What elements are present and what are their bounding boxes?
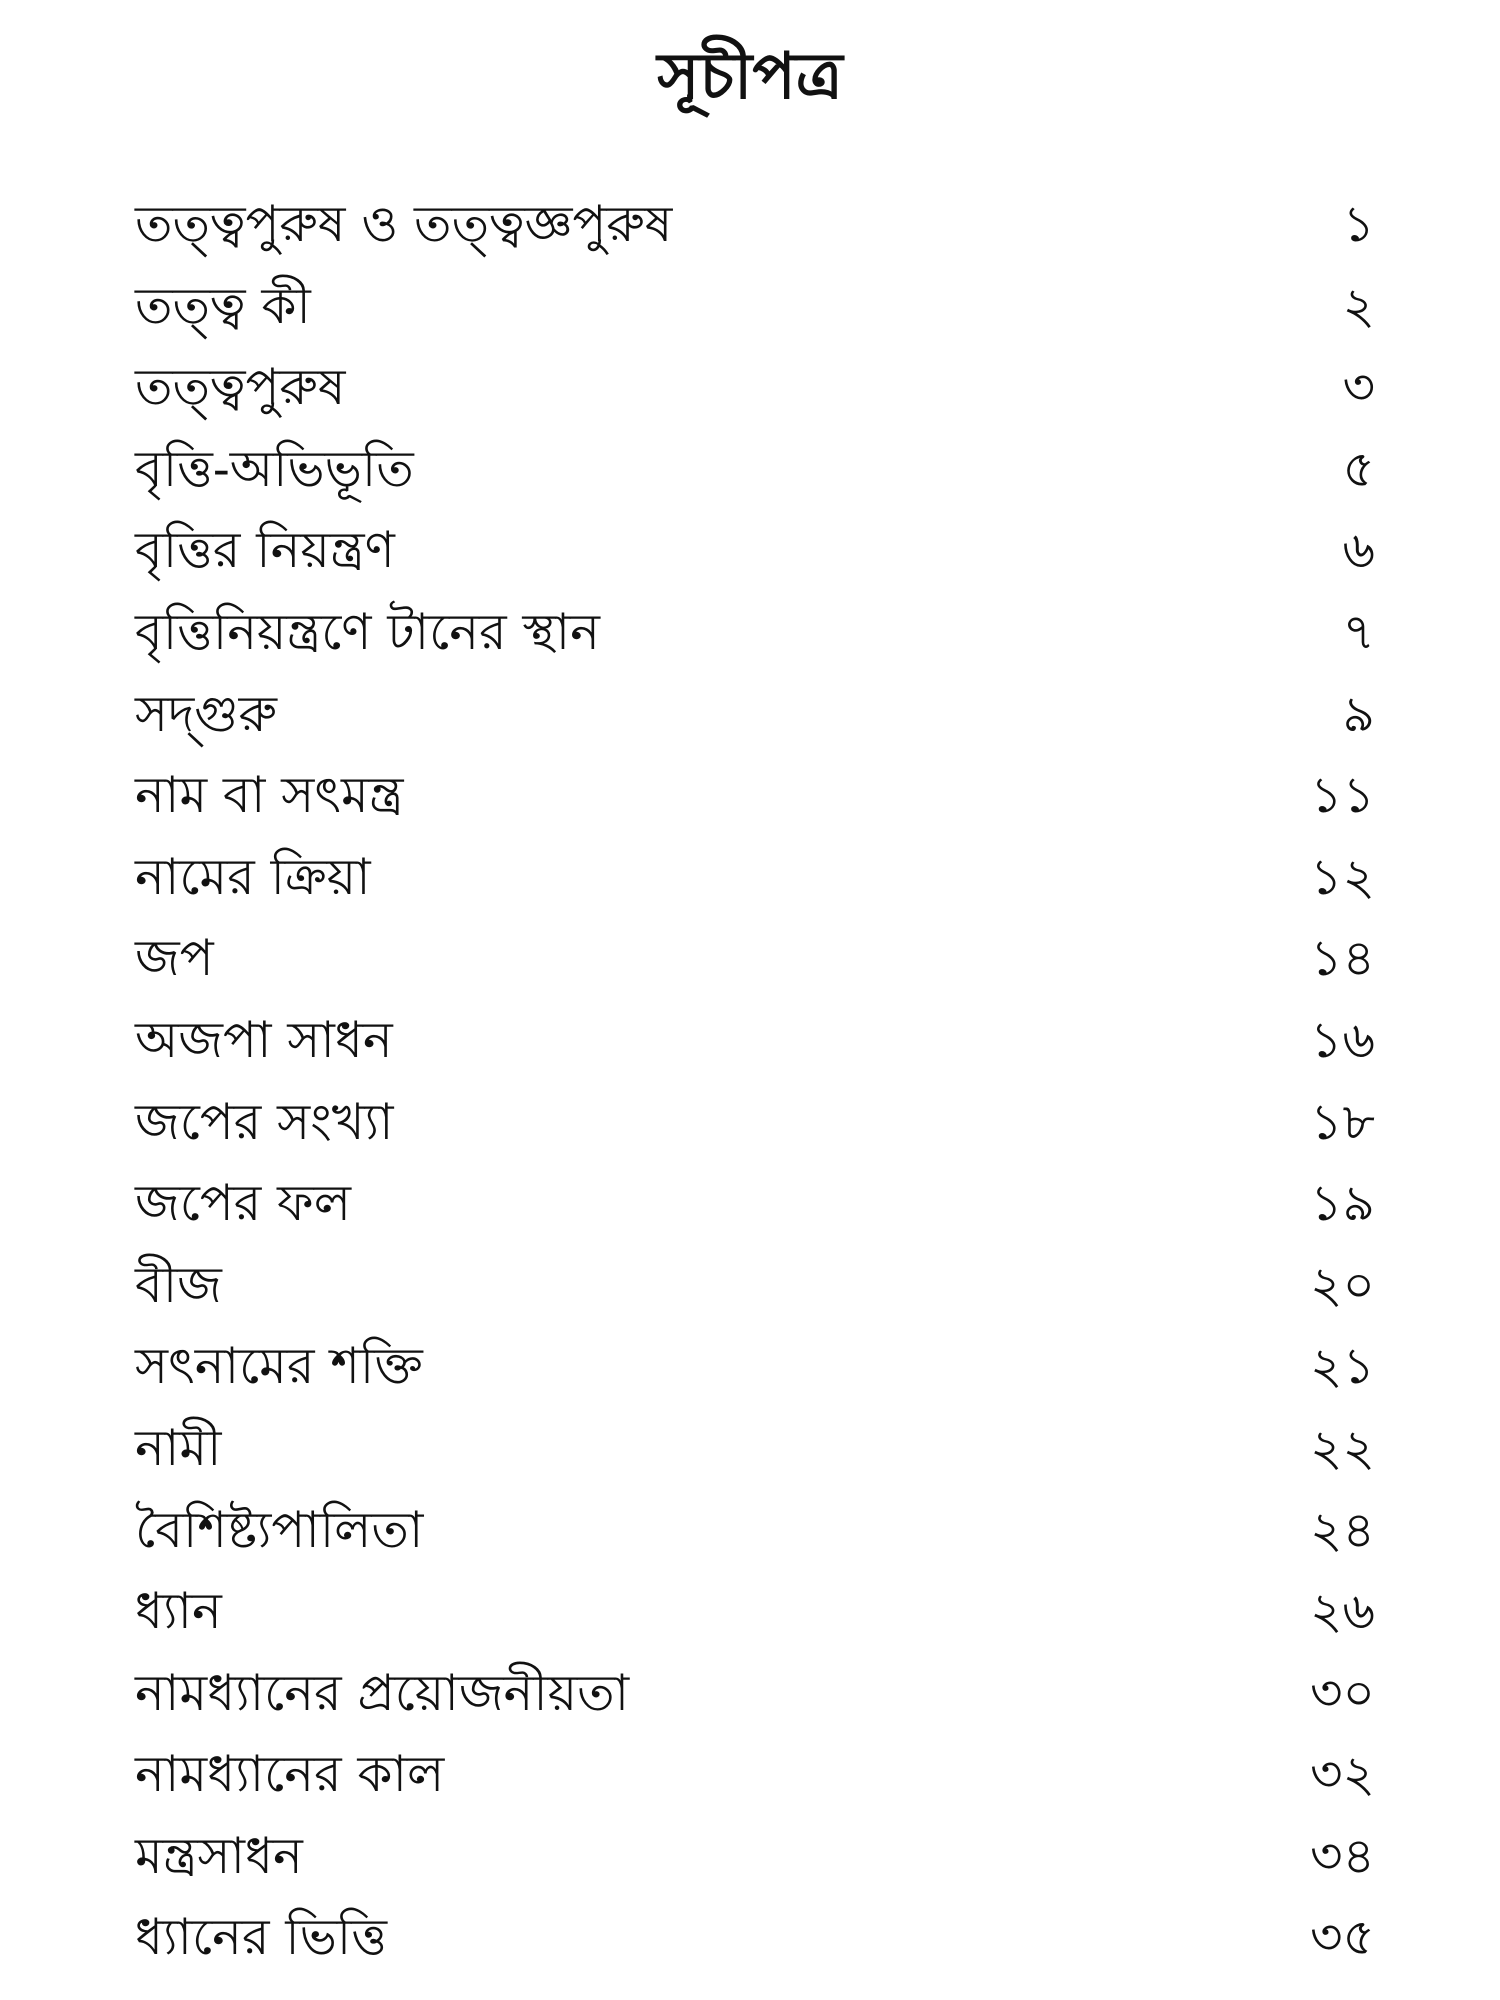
toc-entry [135, 1326, 1375, 1408]
toc-entry [135, 1897, 1375, 1979]
toc-page-number: ১৮ [1310, 1092, 1375, 1151]
toc-entry [135, 1082, 1375, 1164]
toc-page-number: ২২ [1309, 1418, 1375, 1477]
toc-entry [135, 1816, 1375, 1898]
toc-entry-title: বৈশিষ্ট্যপালিতা [135, 1500, 424, 1559]
toc-page-number: ১৬ [1310, 1010, 1375, 1069]
toc-entry-title: জপের সংখ্যা [135, 1092, 394, 1151]
toc-entry-title: ধ্যান [135, 1582, 222, 1641]
toc-entry-title: তত্ত্ব কী [135, 276, 311, 335]
toc-page-number: ৩৫ [1310, 1908, 1375, 1967]
toc-page-number: ৩ [1342, 358, 1375, 417]
toc-entry [135, 1734, 1375, 1816]
toc-entry-title: নামের ক্রিয়া [135, 847, 371, 906]
table-of-contents [135, 184, 1375, 1979]
toc-entry [135, 266, 1375, 348]
toc-entry [135, 1245, 1375, 1327]
toc-entry-title: বৃত্তিনিয়ন্ত্রণে টানের স্থান [135, 602, 600, 661]
toc-entry-title: বৃত্তি-অভিভূতি [135, 439, 414, 498]
toc-entry [135, 592, 1375, 674]
toc-page-number: ১২ [1310, 847, 1375, 906]
toc-page-number: ৩০ [1309, 1663, 1375, 1722]
toc-entry-title: সদ্‌গুরু [135, 684, 278, 743]
toc-entry [135, 1490, 1375, 1572]
toc-page-number: ২১ [1310, 1337, 1375, 1396]
toc-entry [135, 1163, 1375, 1245]
toc-page-number: ২৬ [1309, 1582, 1375, 1641]
toc-page-number: ১৯ [1310, 1174, 1375, 1233]
toc-entry-title: নামী [135, 1418, 222, 1477]
toc-entry-title: সৎনামের শক্তি [135, 1337, 423, 1396]
toc-entry-title: জপ [135, 929, 214, 988]
toc-entry [135, 1653, 1375, 1735]
toc-entry-title: তত্ত্বপুরুষ [135, 358, 346, 417]
toc-entry-title: নামধ্যানের প্রয়োজনীয়তা [135, 1663, 630, 1722]
toc-entry [135, 837, 1375, 919]
toc-page-number: ৬ [1342, 521, 1375, 580]
toc-entry [135, 918, 1375, 1000]
toc-page-number: ৭ [1342, 602, 1375, 661]
toc-entry [135, 1571, 1375, 1653]
toc-entry [135, 184, 1375, 266]
toc-page-number: ৩২ [1309, 1745, 1375, 1804]
toc-page-number: ৫ [1342, 439, 1375, 498]
toc-entry-title: বৃত্তির নিয়ন্ত্রণ [135, 521, 395, 580]
toc-page-number: ২০ [1309, 1255, 1375, 1314]
page-title: সূচীপত্র [657, 39, 843, 114]
toc-entry [135, 1408, 1375, 1490]
toc-entry-title: ধ্যানের ভিত্তি [135, 1908, 387, 1967]
toc-entry [135, 755, 1375, 837]
toc-entry-title: নাম বা সৎমন্ত্র [135, 766, 404, 825]
toc-entry-title: বীজ [135, 1255, 222, 1314]
toc-page-number: ১৪ [1310, 929, 1375, 988]
toc-entry [135, 1000, 1375, 1082]
toc-entry [135, 429, 1375, 511]
toc-page-number: ২ [1342, 276, 1375, 335]
toc-page-number: ২৪ [1310, 1500, 1375, 1559]
toc-entry-title: তত্ত্বপুরুষ ও তত্ত্বজ্ঞপুরুষ [135, 195, 673, 253]
toc-entry [135, 674, 1375, 756]
toc-page-number: ৩৪ [1310, 1826, 1375, 1885]
toc-entry [135, 510, 1375, 592]
toc-entry-title: মন্ত্রসাধন [135, 1826, 303, 1885]
toc-entry [135, 347, 1375, 429]
toc-page-number: ১১ [1310, 766, 1375, 825]
toc-entry-title: নামধ্যানের কাল [135, 1745, 445, 1804]
toc-entry-title: জপের ফল [135, 1174, 351, 1233]
toc-page-number: ৯ [1342, 684, 1375, 743]
toc-entry-title: অজপা সাধন [135, 1010, 393, 1069]
toc-page-number: ১ [1342, 195, 1375, 253]
